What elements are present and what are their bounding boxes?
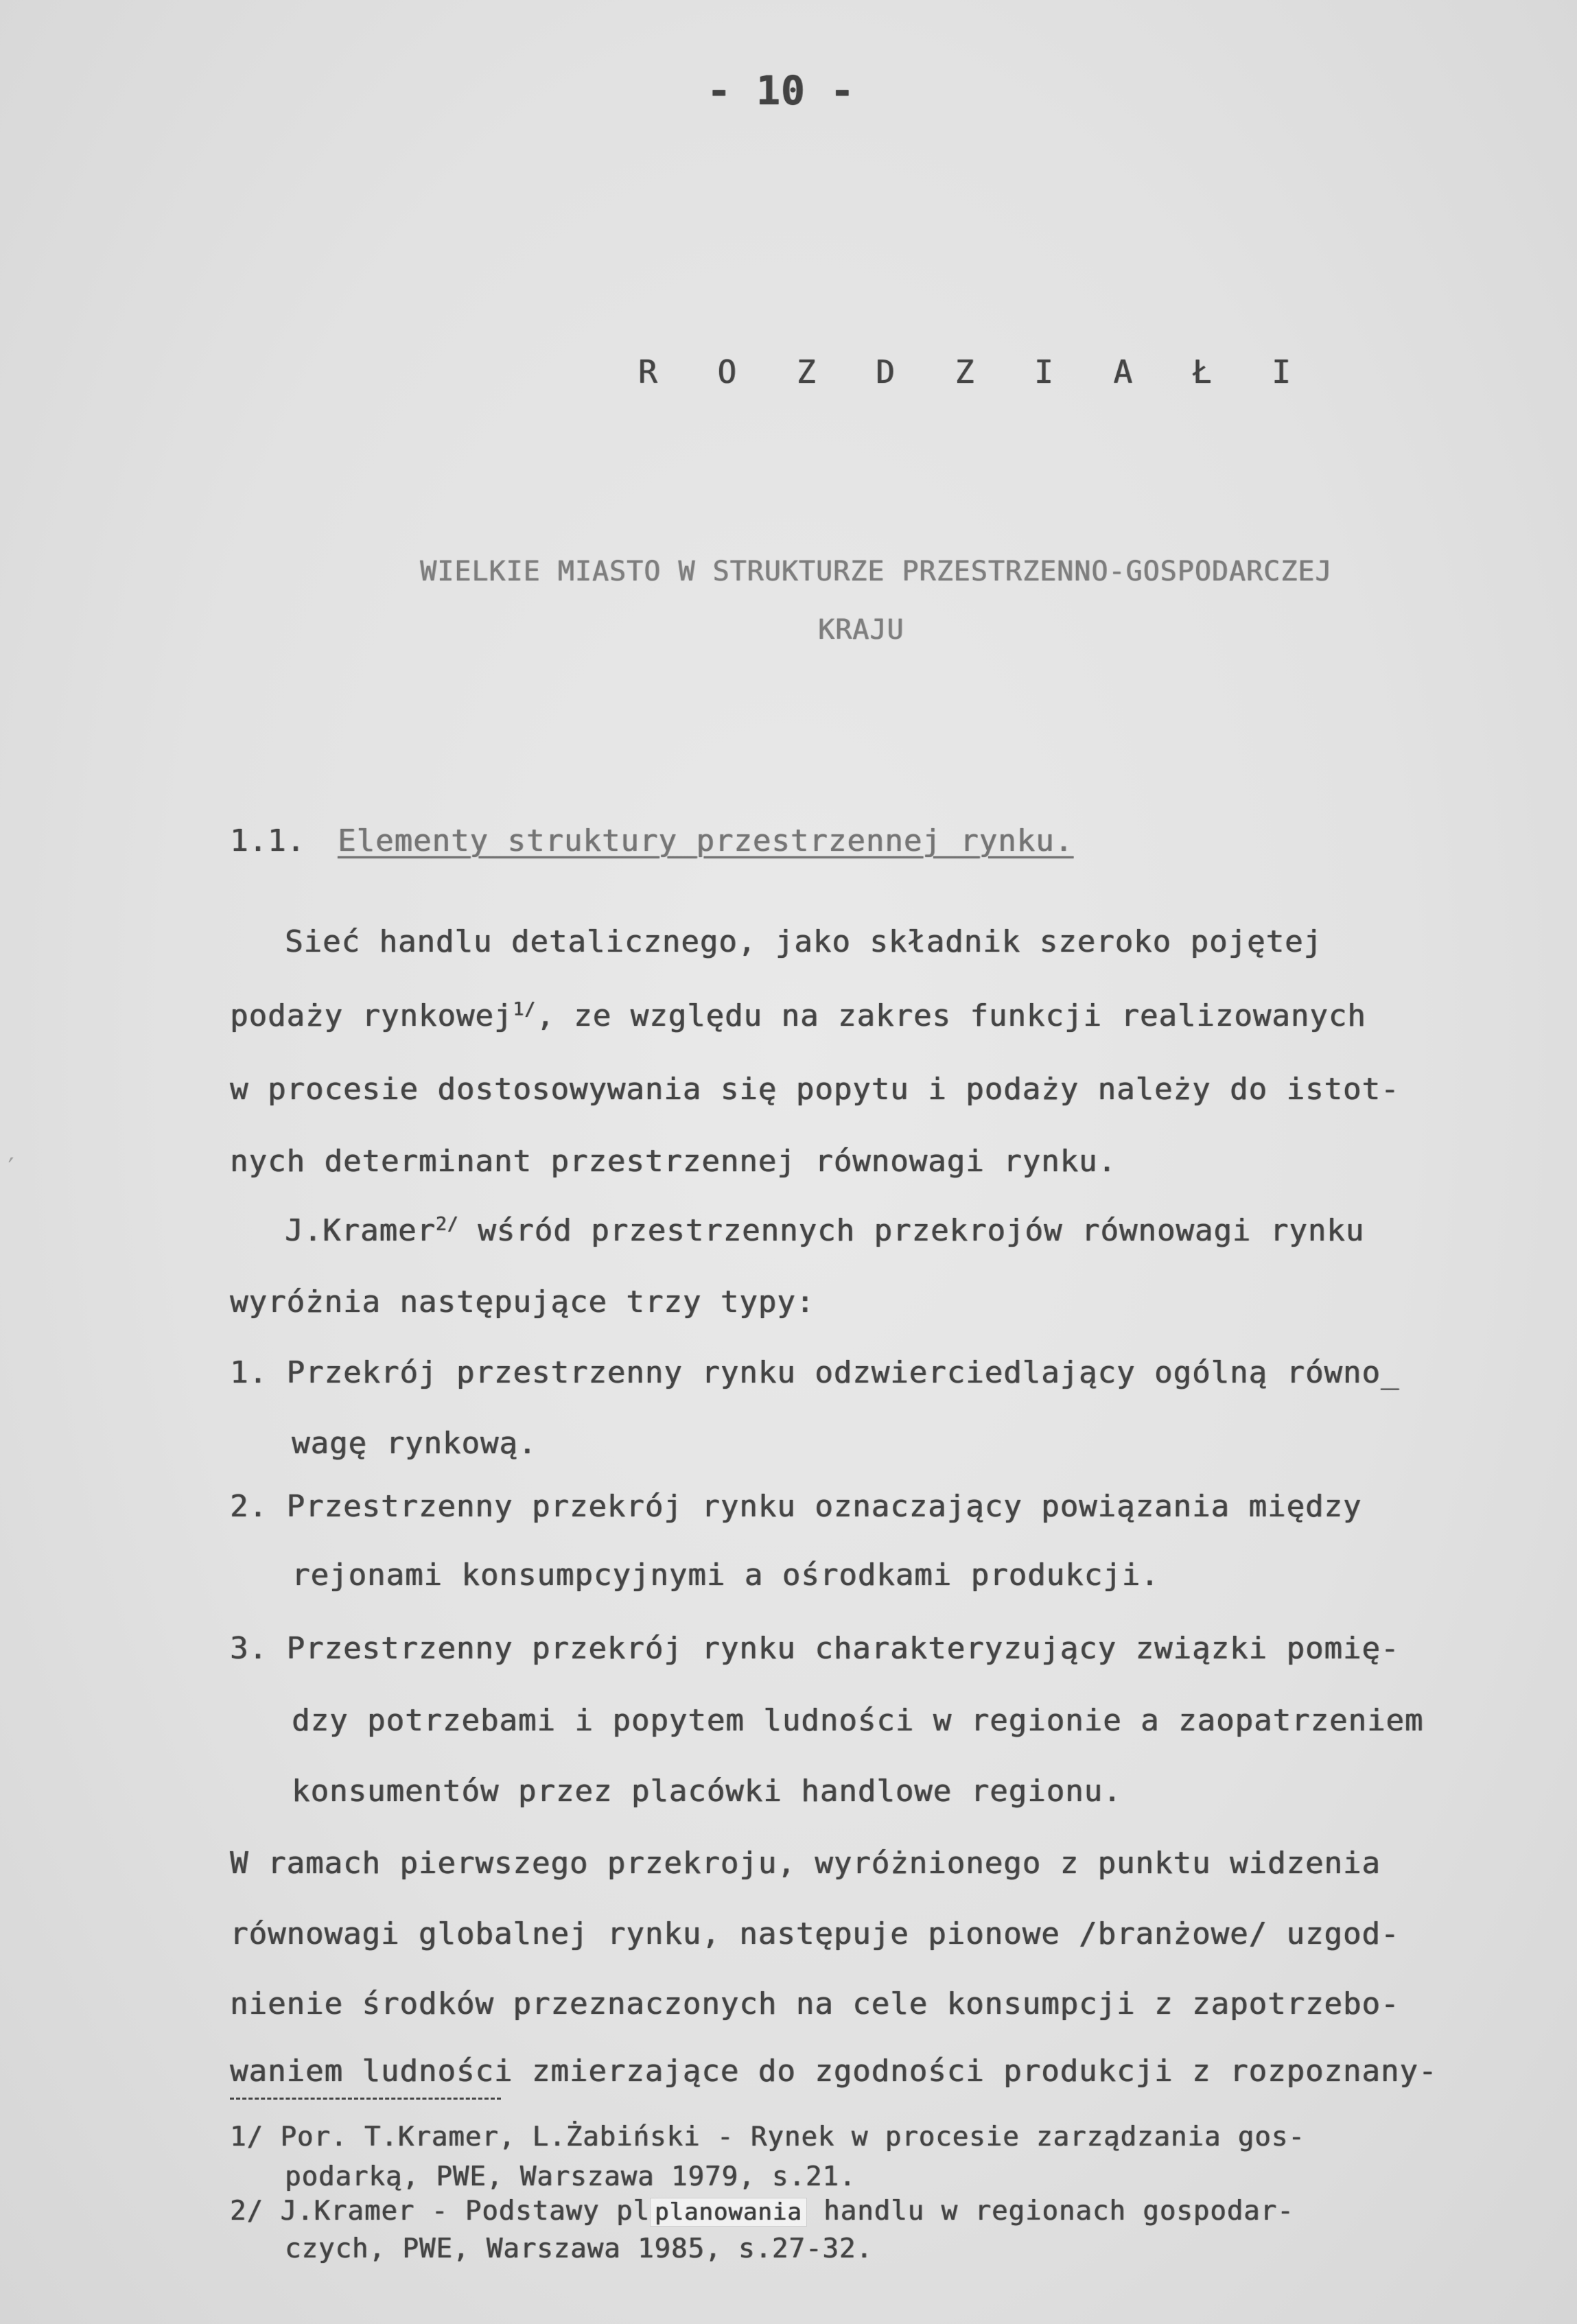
chapter-title-line-1: WIELKIE MIASTO W STRUKTURZE PRZESTRZENNO-GOSPODARCZEJ [420, 556, 1333, 587]
paragraph-3-line-4: waniem ludności zmierzające do zgodności produkcji z rozpoznany- [230, 2054, 1438, 2089]
paragraph-2-line-1 [285, 1213, 1364, 1248]
paragraph-3-line-3: nienie środków przeznaczonych na cele konsumpcji z zapotrzebo- [230, 1986, 1400, 2021]
section-number: 1.1. [230, 823, 305, 858]
list-item-1-line-2: wagę rynkową. [292, 1426, 537, 1461]
text-fragment: , ze względu na zakres funkcji realizowanych [536, 998, 1366, 1033]
paragraph-1-line-3: w procesie dostosowywania się popytu i podaży należy do istot- [230, 1072, 1400, 1107]
section-title: Elementy struktury przestrzennej rynku. [338, 823, 1074, 858]
paragraph-1-line-4: nych determinant przestrzennej równowagi rynku. [230, 1144, 1117, 1179]
chapter-heading: R O Z D Z I A Ł I [638, 353, 1311, 390]
inserted-word: planowania [650, 2198, 807, 2227]
list-item-3-line-2: dzy potrzebami i popytem ludności w regionie a zaopatrzeniem [292, 1703, 1424, 1738]
footnote-ref-2: 2/ [435, 1213, 459, 1235]
paragraph-2-line-2: wyróżnia następujące trzy typy: [230, 1284, 815, 1319]
text-fragment: J.Kramer [285, 1213, 436, 1248]
paragraph-1-line-1: Sieć handlu detalicznego, jako składnik szeroko pojętej [285, 924, 1322, 959]
list-item-3-line-1: 3. Przestrzenny przekrój rynku charakteryzujący związki pomię- [230, 1631, 1400, 1666]
page-number: - 10 - [707, 67, 855, 114]
text-fragment: 2/ J.Kramer - Podstawy pl [230, 2196, 650, 2227]
list-item-2-line-2: rejonami konsumpcyjnymi a ośrodkami produkcji. [292, 1558, 1160, 1593]
text-fragment: handlu w regionach gospodar- [806, 2196, 1294, 2227]
text-fragment: podaży rynkowej [230, 998, 513, 1033]
list-item-3-line-3: konsumentów przez placówki handlowe regionu. [292, 1774, 1122, 1809]
footnote-ref-1: 1/ [513, 998, 537, 1020]
footnote-1-line-1: 1/ Por. T.Kramer, L.Żabiński - Rynek w procesie zarządzania gos- [230, 2122, 1305, 2152]
paragraph-1-line-2 [230, 998, 1366, 1033]
paragraph-3-line-1: W ramach pierwszego przekroju, wyróżnionego z punktu widzenia [230, 1846, 1381, 1881]
chapter-title-line-2: KRAJU [818, 614, 904, 646]
text-fragment: wśród przestrzennych przekrojów równowagi rynku [458, 1213, 1365, 1248]
margin-mark: ′ [3, 1153, 20, 1184]
list-item-1-line-1: 1. Przekrój przestrzenny rynku odzwierciedlający ogólną równo_ [230, 1355, 1400, 1390]
list-item-2-line-1: 2. Przestrzenny przekrój rynku oznaczający powiązania między [230, 1489, 1362, 1524]
footnote-divider [230, 2098, 501, 2100]
footnote-2-line-2: czych, PWE, Warszawa 1985, s.27-32. [285, 2233, 873, 2264]
footnote-1-line-2: podarką, PWE, Warszawa 1979, s.21. [285, 2161, 856, 2192]
paragraph-3-line-2: równowagi globalnej rynku, następuje pionowe /branżowe/ uzgod- [230, 1916, 1400, 1951]
footnote-2-line-1 [230, 2196, 1294, 2227]
